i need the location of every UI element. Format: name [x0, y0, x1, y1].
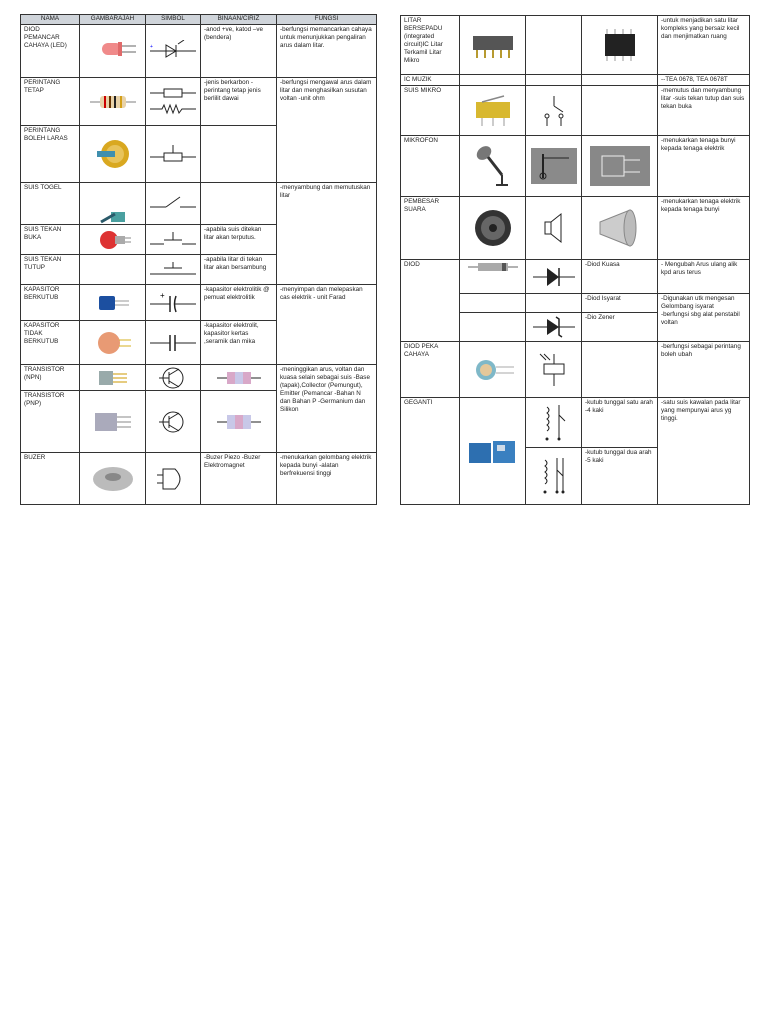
row-fungsi: -menukarkan tenaga elektrik kepada tenaga bunyi — [658, 197, 750, 260]
geganti-satu-arah: -kutub tunggal satu arah -4 kaki — [582, 398, 658, 448]
header-simbol: SIMBOL — [146, 15, 201, 25]
micro-switch-symbol — [526, 86, 582, 136]
micro-switch-image — [460, 86, 526, 136]
ldr-image — [460, 342, 526, 398]
row-name: TRANSISTOR (NPN) — [21, 365, 80, 391]
pnp-symbol — [146, 391, 201, 453]
row-binaan: -apabila litar di tekan litar akan bersambung — [201, 255, 277, 285]
row-binaan — [201, 126, 277, 183]
microphone-symbol — [526, 136, 582, 197]
push-button-image — [80, 225, 146, 255]
relay-spdt-symbol — [526, 398, 582, 448]
row-name: PERINTANG BOLEH LARAS — [21, 126, 80, 183]
row-name: DIOD — [401, 260, 460, 342]
diod-isyarat: -Diod Isyarat — [582, 294, 658, 313]
geganti-dua-arah: -kutub tunggal dua arah -5 kaki — [582, 448, 658, 505]
zener-symbol — [526, 313, 582, 342]
row-name: PERINTANG TETAP — [21, 78, 80, 126]
ldr-symbol — [526, 342, 582, 398]
header-row — [21, 15, 377, 25]
table-row — [401, 136, 750, 197]
row-name: SUIS MIKRO — [401, 86, 460, 136]
diod-fungsi-3: -berfungsi sbg alat penstabil voltan — [661, 311, 740, 327]
svg-text:+: + — [150, 44, 153, 50]
row-binaan: -Buzer Piezo -Buzer Elektromagnet — [201, 453, 277, 505]
microphone-diagram — [582, 136, 658, 197]
row-name: KAPASITOR BERKUTUB — [21, 285, 80, 321]
speaker-symbol — [526, 197, 582, 260]
header-nama: NAMA — [21, 15, 80, 25]
transistor-npn-image — [80, 365, 146, 391]
diode-symbol — [526, 260, 582, 294]
table-row — [21, 365, 377, 391]
row-name: MIKROFON — [401, 136, 460, 197]
pnp-construction — [201, 391, 277, 453]
row-name: KAPASITOR TIDAK BERKUTUB — [21, 321, 80, 365]
ceramic-capacitor-image — [80, 321, 146, 365]
row-name: SUIS TEKAN TUTUP — [21, 255, 80, 285]
row-fungsi: -untuk menjadikan satu litar kompleks yang bersaiz kecil dan menjimatkan ruang — [658, 16, 750, 75]
buzzer-symbol — [146, 453, 201, 505]
transistor-pnp-image — [80, 391, 146, 453]
diode-image — [460, 260, 526, 294]
ic-image — [460, 16, 526, 75]
diod-kuasa: -Diod Kuasa — [582, 260, 658, 294]
table-row — [21, 183, 377, 225]
speaker-diagram — [582, 197, 658, 260]
row-name: GEGANTI — [401, 398, 460, 505]
row-name: IC MUZIK — [401, 75, 460, 86]
table-row — [401, 75, 750, 86]
push-close-symbol — [146, 255, 201, 285]
row-fungsi: -menyambung dan memutuskan litar — [277, 183, 377, 285]
toggle-switch-image — [80, 183, 146, 225]
row-fungsi: -berfungsi mengawal arus dalam litar dan menghasilkan susutan voltan -unit ohm — [277, 78, 377, 183]
led-image — [80, 25, 146, 78]
row-binaan — [201, 183, 277, 225]
row-name: SUIS TOGEL — [21, 183, 80, 225]
npn-construction — [201, 365, 277, 391]
variable-resistor-symbol — [146, 126, 201, 183]
row-fungsi: - Mengubah Arus ulang alik kpd arus terus — [658, 260, 750, 294]
component-table-right — [400, 15, 750, 505]
row-fungsi: --TEA 0678, TEA 0678T — [658, 75, 750, 86]
variable-resistor-image — [80, 126, 146, 183]
row-name: SUIS TEKAN BUKA — [21, 225, 80, 255]
led-symbol — [146, 25, 201, 78]
component-table-left — [20, 14, 377, 505]
row-binaan: -anod +ve, katod –ve (bendera) — [201, 25, 277, 78]
nonpolar-capacitor-symbol — [146, 321, 201, 365]
row-fungsi: -berfungsi memancarkan cahaya untuk menunjukkan pengaliran arus dalam litar. — [277, 25, 377, 78]
table-row — [21, 453, 377, 505]
table-row — [21, 78, 377, 126]
row-name: PEMBESAR SUARA — [401, 197, 460, 260]
npn-symbol — [146, 365, 201, 391]
row-fungsi: -meninggikan arus, voltan dan kuasa selain sebagai suis -Base (tapak),Collector (Pemungut), Emitter (Pemancar -Bahan N dan Bahan P -Germanium dan Silikon — [277, 365, 377, 453]
row-fungsi: -berfungsi sebagai perintang boleh ubah — [658, 342, 750, 398]
speaker-image — [460, 197, 526, 260]
row-name: LITAR BERSEPADU (integrated circuit)IC Litar Terkamil Litar Mikro — [401, 16, 460, 75]
header-binaan: BINAAN/CIRIZ — [201, 15, 277, 25]
row-fungsi: -menyimpan dan melepaskan cas elektrik - unit Farad — [277, 285, 377, 365]
table-row — [401, 16, 750, 75]
svg-text:+: + — [160, 290, 165, 300]
table-row — [401, 197, 750, 260]
table-row — [21, 285, 377, 321]
row-binaan: -jenis berkarbon -perintang tetap jenis berlilit dawai — [201, 78, 277, 126]
table-row — [401, 398, 750, 448]
header-fungsi: FUNGSI — [277, 15, 377, 25]
table-row — [401, 86, 750, 136]
row-binaan: -apabila suis ditekan litar akan terputus. — [201, 225, 277, 255]
relay-image — [460, 398, 526, 505]
polar-capacitor-symbol — [146, 285, 201, 321]
row-fungsi: -satu suis kawalan pada litar yang mempunyai arus yg tinggi. — [658, 398, 750, 505]
table-row — [401, 342, 750, 398]
electrolytic-capacitor-image — [80, 285, 146, 321]
resistor-image — [80, 78, 146, 126]
row-fungsi — [658, 294, 750, 342]
row-name: TRANSISTOR (PNP) — [21, 391, 80, 453]
row-fungsi: -memutus dan menyambung litar -suis tekan tutup dan suis tekan buka — [658, 86, 750, 136]
row-binaan: -kapasitor elektrolitik @ pemuat elektrolitik — [201, 285, 277, 321]
resistor-symbol — [146, 78, 201, 126]
row-name: BUZER — [21, 453, 80, 505]
row-fungsi: -menukarkan gelombang elektrik kepada bunyi -alatan berfrekuensi tinggi — [277, 453, 377, 505]
table-row — [21, 25, 377, 78]
header-gambarajah: GAMBARAJAH — [80, 15, 146, 25]
diod-fungsi-2: -Digunakan utk mengesan Gelombang isyarat — [661, 295, 735, 311]
relay-spst-symbol — [526, 448, 582, 505]
row-name: DIOD PEMANCAR CAHAYA (LED) — [21, 25, 80, 78]
row-binaan: -kapasitor elektrolit, kapasitor kertas ,seramik dan mika — [201, 321, 277, 365]
table-row — [401, 260, 750, 294]
buzzer-image — [80, 453, 146, 505]
row-fungsi: -menukarkan tenaga bunyi kepada tenaga elektrik — [658, 136, 750, 197]
microphone-image — [460, 136, 526, 197]
toggle-switch-symbol — [146, 183, 201, 225]
push-open-symbol — [146, 225, 201, 255]
ic-pinout-image — [582, 16, 658, 75]
diod-zener: -Dio Zener — [582, 313, 658, 342]
row-name: DIOD PEKA CAHAYA — [401, 342, 460, 398]
